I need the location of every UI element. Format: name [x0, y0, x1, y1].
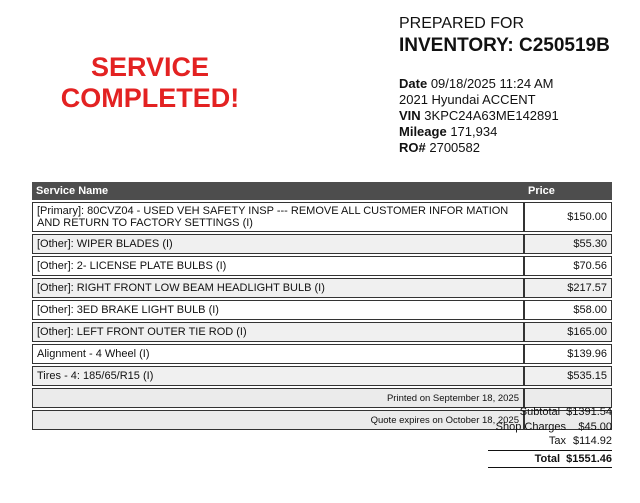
- total-label: Total: [534, 452, 561, 465]
- ro-value: 2700582: [429, 140, 480, 155]
- table-row: [32, 256, 612, 276]
- inventory-title: INVENTORY: C250519B: [399, 35, 610, 56]
- quote-expires: Quote expires on October 18, 2025: [32, 410, 524, 430]
- subtotal-label: Subtotal: [519, 406, 561, 418]
- price-cell: $535.15: [524, 366, 612, 386]
- vehicle-line: 2021 Hyundai ACCENT: [399, 92, 536, 107]
- service-name-cell: [Other]: WIPER BLADES (I): [32, 234, 524, 254]
- vin-label: VIN: [399, 108, 421, 123]
- totals-divider: [488, 450, 612, 451]
- price-cell: $165.00: [524, 322, 612, 342]
- service-name-cell: [Other]: 3ED BRAKE LIGHT BULB (I): [32, 300, 524, 320]
- service-name-cell: [Primary]: 80CVZ04 - USED VEH SAFETY INSP --- REMOVE ALL CUSTOMER INFOR MATION AND RETURN TO FACTORY SETTINGS (I): [32, 202, 524, 232]
- table-row: [32, 202, 612, 232]
- stamp-line-2: COMPLETED!: [60, 83, 240, 113]
- ro-line: [399, 140, 559, 156]
- total-row: [430, 452, 612, 467]
- printed-date: Printed on September 18, 2025: [32, 388, 524, 408]
- table-row: [32, 344, 612, 364]
- shop-charges-label: Shop Charges: [495, 420, 566, 433]
- price-cell: $55.30: [524, 234, 612, 254]
- total-underline: [488, 467, 612, 468]
- date-value: 09/18/2025 11:24 AM: [430, 76, 554, 91]
- table-row: [32, 366, 612, 386]
- price-cell: $139.96: [524, 344, 612, 364]
- vin-line: [399, 108, 559, 124]
- tax-label: Tax: [548, 435, 566, 447]
- table-row: [32, 278, 612, 298]
- total-value: $1551.46: [566, 452, 612, 465]
- table-row: [32, 300, 612, 320]
- tax-value: $114.92: [573, 435, 612, 447]
- shop-charges-row: [430, 420, 612, 435]
- table-row: [32, 234, 612, 254]
- table-header-row: [32, 182, 612, 200]
- date-label: Date: [399, 76, 428, 91]
- service-name-cell: [Other]: LEFT FRONT OUTER TIE ROD (I): [32, 322, 524, 342]
- vin-value: 3KPC24A63ME142891: [424, 108, 559, 123]
- ro-label: RO#: [399, 140, 426, 155]
- price-header: Price: [524, 182, 612, 200]
- subtotal-value: $1391.54: [566, 406, 612, 418]
- mileage-label: Mileage: [399, 124, 447, 139]
- stamp-line-1: SERVICE: [90, 52, 210, 82]
- service-completed-stamp: [40, 52, 260, 114]
- prepared-for-block: [399, 14, 610, 58]
- service-name-cell: Alignment - 4 Wheel (I): [32, 344, 524, 364]
- shop-charges-value: $45.00: [578, 420, 612, 433]
- service-name-cell: [Other]: 2- LICENSE PLATE BULBS (I): [32, 256, 524, 276]
- service-name-cell: [Other]: RIGHT FRONT LOW BEAM HEADLIGHT BULB (I): [32, 278, 524, 298]
- service-name-header: Service Name: [32, 182, 524, 200]
- price-cell: $217.57: [524, 278, 612, 298]
- price-cell: $150.00: [524, 202, 612, 232]
- totals-block: [430, 405, 612, 468]
- table-row: [32, 322, 612, 342]
- prepared-for-label: PREPARED FOR: [399, 15, 525, 32]
- date-line: [399, 76, 559, 92]
- subtotal-row: [430, 405, 612, 420]
- price-cell: $58.00: [524, 300, 612, 320]
- price-cell: $70.56: [524, 256, 612, 276]
- vehicle-info: [399, 76, 559, 156]
- mileage-value: 171,934: [450, 124, 498, 139]
- mileage-line: [399, 124, 559, 140]
- service-name-cell: Tires - 4: 185/65/R15 (I): [32, 366, 524, 386]
- tax-row: [430, 434, 612, 449]
- service-table: [32, 180, 612, 432]
